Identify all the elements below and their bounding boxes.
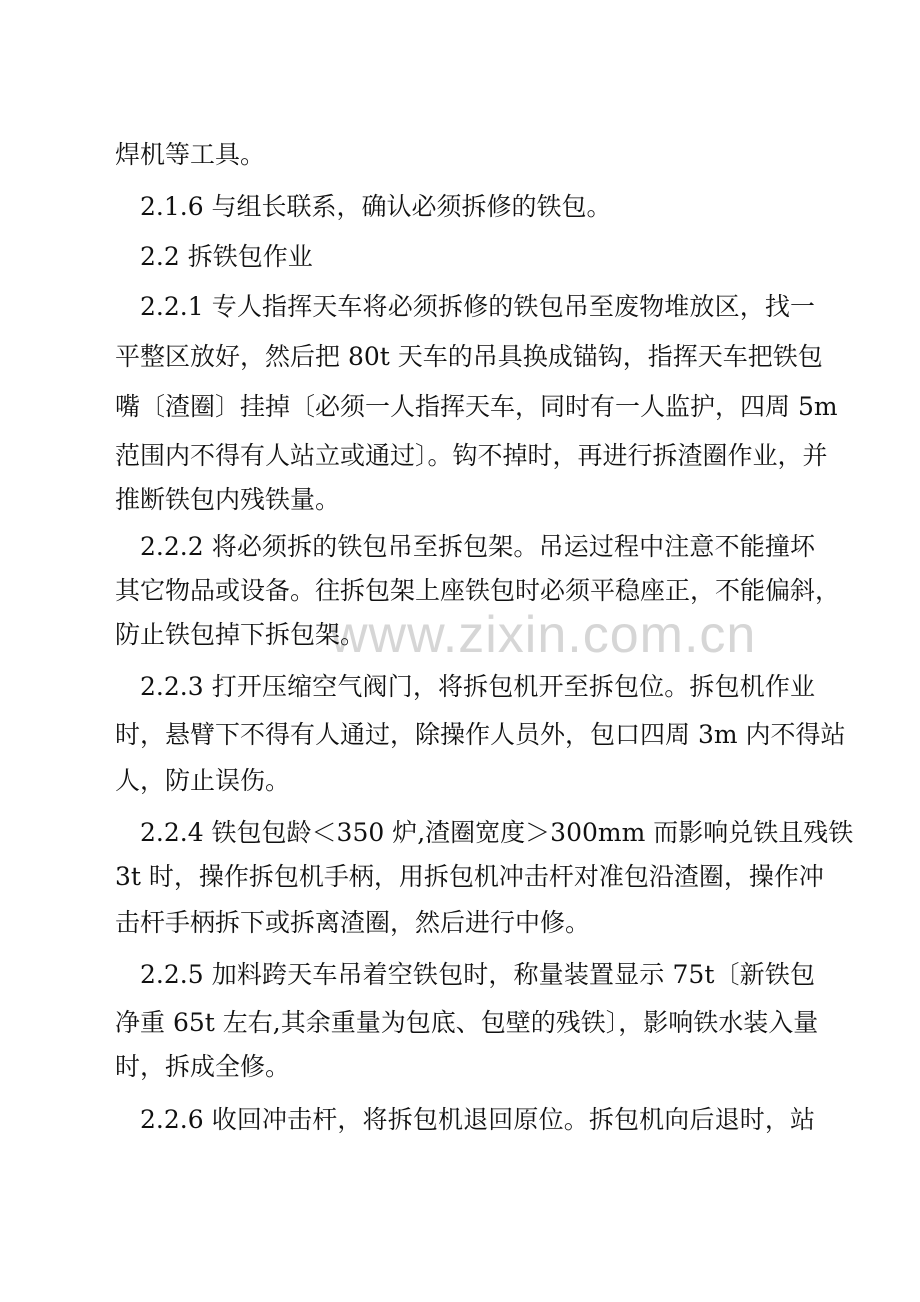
text-line: 2.2.1 专人指挥天车将必须拆修的铁包吊至废物堆放区，找一 — [140, 292, 815, 321]
text-line: 2.2.5 加料跨天车吊着空铁包时，称量装置显示 75t〔新铁包 — [140, 960, 815, 989]
text-line: 3t 时，操作拆包机手柄，用拆包机冲击杆对准包沿渣圈，操作冲 — [115, 862, 824, 891]
text-line: 2.2.4 铁包包龄＜350 炉,渣圈宽度＞300mm 而影响兑铁且残铁 — [140, 818, 854, 847]
text-line: 2.2.6 收回冲击杆，将拆包机退回原位。拆包机向后退时，站 — [140, 1105, 815, 1134]
text-line: 平整区放好，然后把 80t 天车的吊具换成锚钩，指挥天车把铁包 — [115, 342, 823, 371]
watermark: www.zixin.com.cn — [330, 606, 757, 664]
text-line: 防止铁包掉下拆包架。 — [115, 620, 366, 649]
text-line: 2.2.2 将必须拆的铁包吊至拆包架。吊运过程中注意不能撞坏 — [140, 532, 815, 561]
text-line: 其它物品或设备。往拆包架上座铁包时必须平稳座正，不能偏斜， — [115, 576, 841, 605]
text-line: 范围内不得有人站立或通过〕。钩不掉时，再进行拆渣圈作业，并 — [115, 441, 828, 470]
text-line: 焊机等工具。 — [115, 140, 266, 169]
text-line: 2.2.3 打开压缩空气阀门，将拆包机开至拆包位。拆包机作业 — [140, 672, 815, 701]
text-line: 净重 65t 左右,其余重量为包底、包壁的残铁〕，影响铁水装入量 — [115, 1008, 819, 1037]
text-line: 人，防止误伤。 — [115, 766, 291, 795]
text-line: 推断铁包内残铁量。 — [115, 485, 341, 514]
text-line: 嘴〔渣圈〕挂掉〔必须一人指挥天车，同时有一人监护，四周 5m — [115, 392, 838, 421]
text-line: 2.1.6 与组长联系，确认必须拆修的铁包。 — [140, 192, 612, 221]
section-heading: 2.2 拆铁包作业 — [140, 242, 313, 271]
text-line: 击杆手柄拆下或拆离渣圈，然后进行中修。 — [115, 908, 591, 937]
text-line: 时，拆成全修。 — [115, 1052, 291, 1081]
text-line: 时，悬臂下不得有人通过，除操作人员外，包口四周 3m 内不得站 — [115, 720, 846, 749]
